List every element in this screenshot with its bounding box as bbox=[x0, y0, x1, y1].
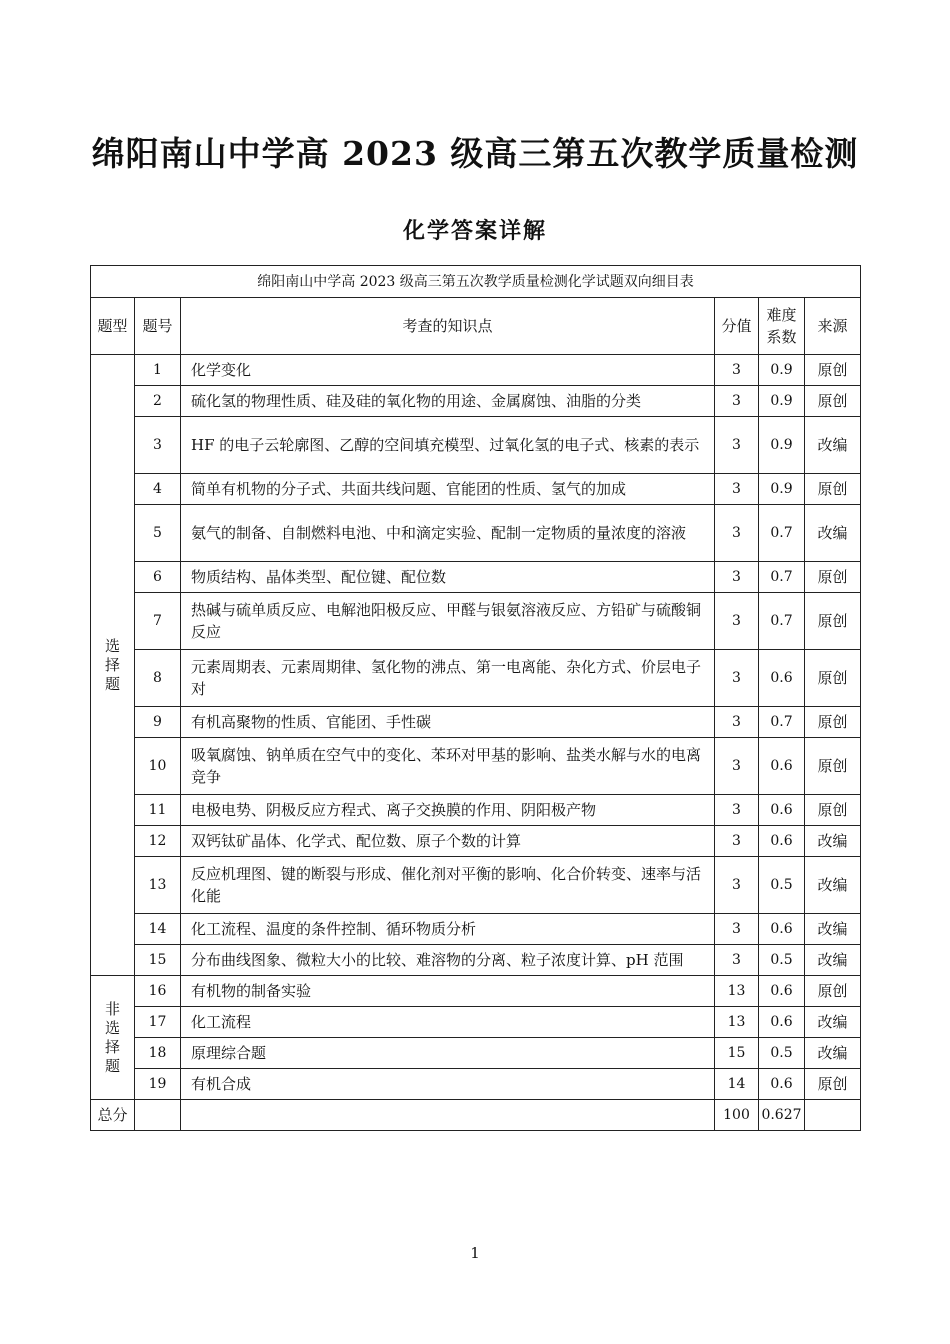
question-topic: 电极电势、阴极反应方程式、离子交换膜的作用、阴阳极产物 bbox=[181, 795, 715, 826]
question-source: 原创 bbox=[805, 562, 861, 593]
question-number: 15 bbox=[135, 945, 181, 976]
question-topic: 反应机理图、键的断裂与形成、催化剂对平衡的影响、化合价转变、速率与活化能 bbox=[181, 857, 715, 914]
question-source: 原创 bbox=[805, 976, 861, 1007]
total-empty-source bbox=[805, 1100, 861, 1131]
question-score: 3 bbox=[715, 417, 759, 474]
question-score: 3 bbox=[715, 562, 759, 593]
table-row bbox=[91, 857, 861, 914]
question-difficulty: 0.7 bbox=[759, 707, 805, 738]
question-difficulty: 0.6 bbox=[759, 976, 805, 1007]
question-score: 3 bbox=[715, 738, 759, 795]
question-source: 原创 bbox=[805, 593, 861, 650]
page-number: 1 bbox=[470, 1244, 480, 1262]
question-topic: 热碱与硫单质反应、电解池阳极反应、甲醛与银氨溶液反应、方铅矿与硫酸铜反应 bbox=[181, 593, 715, 650]
question-topic: 有机物的制备实验 bbox=[181, 976, 715, 1007]
question-difficulty: 0.6 bbox=[759, 738, 805, 795]
question-score: 3 bbox=[715, 914, 759, 945]
question-topic: 物质结构、晶体类型、配位键、配位数 bbox=[181, 562, 715, 593]
table-total-row bbox=[91, 1100, 861, 1131]
question-topic: 化学变化 bbox=[181, 355, 715, 386]
question-topic: 元素周期表、元素周期律、氢化物的沸点、第一电离能、杂化方式、价层电子对 bbox=[181, 650, 715, 707]
question-topic: 原理综合题 bbox=[181, 1038, 715, 1069]
question-number: 9 bbox=[135, 707, 181, 738]
question-number: 19 bbox=[135, 1069, 181, 1100]
question-source: 改编 bbox=[805, 417, 861, 474]
table-row bbox=[91, 355, 861, 386]
question-difficulty: 0.5 bbox=[759, 1038, 805, 1069]
header-source: 来源 bbox=[805, 298, 861, 355]
table-row bbox=[91, 945, 861, 976]
total-empty-number bbox=[135, 1100, 181, 1131]
table-row bbox=[91, 707, 861, 738]
total-difficulty: 0.627 bbox=[759, 1100, 805, 1131]
group-label-char: 题 bbox=[104, 1056, 120, 1075]
question-number: 12 bbox=[135, 826, 181, 857]
question-source: 原创 bbox=[805, 738, 861, 795]
question-source: 改编 bbox=[805, 826, 861, 857]
group-label-char: 非 bbox=[104, 999, 120, 1018]
table-row bbox=[91, 914, 861, 945]
question-number: 17 bbox=[135, 1007, 181, 1038]
group-label-char: 择 bbox=[104, 655, 120, 674]
question-topic: 双钙钛矿晶体、化学式、配位数、原子个数的计算 bbox=[181, 826, 715, 857]
question-source: 改编 bbox=[805, 505, 861, 562]
question-number: 6 bbox=[135, 562, 181, 593]
group-label-choice bbox=[91, 355, 135, 976]
question-difficulty: 0.6 bbox=[759, 826, 805, 857]
question-number: 4 bbox=[135, 474, 181, 505]
question-score: 3 bbox=[715, 355, 759, 386]
specification-table bbox=[90, 265, 861, 1131]
question-number: 2 bbox=[135, 386, 181, 417]
table-row bbox=[91, 826, 861, 857]
question-source: 原创 bbox=[805, 474, 861, 505]
question-source: 原创 bbox=[805, 795, 861, 826]
header-type: 题型 bbox=[91, 298, 135, 355]
header-difficulty-line1: 难度 bbox=[766, 306, 797, 324]
page-subtitle: 化学答案详解 bbox=[402, 219, 547, 244]
question-topic: 简单有机物的分子式、共面共线问题、官能团的性质、氢气的加成 bbox=[181, 474, 715, 505]
question-score: 15 bbox=[715, 1038, 759, 1069]
question-number: 16 bbox=[135, 976, 181, 1007]
table-row bbox=[91, 562, 861, 593]
question-number: 5 bbox=[135, 505, 181, 562]
header-number: 题号 bbox=[135, 298, 181, 355]
question-number: 7 bbox=[135, 593, 181, 650]
question-source: 改编 bbox=[805, 857, 861, 914]
total-label: 总分 bbox=[91, 1100, 135, 1131]
group-label-non-choice bbox=[91, 976, 135, 1100]
header-difficulty bbox=[759, 298, 805, 355]
group-label-char: 题 bbox=[104, 674, 120, 693]
total-empty-topic bbox=[181, 1100, 715, 1131]
table-row bbox=[91, 650, 861, 707]
group-label-char: 择 bbox=[104, 1037, 120, 1056]
question-difficulty: 0.6 bbox=[759, 914, 805, 945]
question-difficulty: 0.6 bbox=[759, 650, 805, 707]
question-source: 原创 bbox=[805, 355, 861, 386]
table-row bbox=[91, 593, 861, 650]
question-difficulty: 0.5 bbox=[759, 857, 805, 914]
question-number: 18 bbox=[135, 1038, 181, 1069]
group-label-char: 选 bbox=[104, 636, 120, 655]
question-source: 改编 bbox=[805, 1038, 861, 1069]
question-source: 原创 bbox=[805, 707, 861, 738]
question-number: 8 bbox=[135, 650, 181, 707]
question-difficulty: 0.9 bbox=[759, 355, 805, 386]
question-score: 3 bbox=[715, 857, 759, 914]
question-difficulty: 0.9 bbox=[759, 417, 805, 474]
question-score: 3 bbox=[715, 386, 759, 417]
table-row bbox=[91, 1038, 861, 1069]
question-topic: 有机高聚物的性质、官能团、手性碳 bbox=[181, 707, 715, 738]
question-source: 改编 bbox=[805, 914, 861, 945]
total-score: 100 bbox=[715, 1100, 759, 1131]
question-source: 改编 bbox=[805, 1007, 861, 1038]
table-row bbox=[91, 474, 861, 505]
question-topic: HF 的电子云轮廓图、乙醇的空间填充模型、过氧化氢的电子式、核素的表示 bbox=[181, 417, 715, 474]
question-difficulty: 0.9 bbox=[759, 474, 805, 505]
question-difficulty: 0.6 bbox=[759, 795, 805, 826]
question-score: 3 bbox=[715, 945, 759, 976]
question-topic: 硫化氢的物理性质、硅及硅的氧化物的用途、金属腐蚀、油脂的分类 bbox=[181, 386, 715, 417]
table-row bbox=[91, 1069, 861, 1100]
question-difficulty: 0.5 bbox=[759, 945, 805, 976]
table-row bbox=[91, 795, 861, 826]
question-difficulty: 0.7 bbox=[759, 505, 805, 562]
question-difficulty: 0.7 bbox=[759, 593, 805, 650]
question-score: 3 bbox=[715, 650, 759, 707]
question-number: 10 bbox=[135, 738, 181, 795]
table-row bbox=[91, 417, 861, 474]
page-title: 绵阳南山中学高 2023 级高三第五次教学质量检测 bbox=[91, 134, 859, 173]
question-number: 14 bbox=[135, 914, 181, 945]
question-difficulty: 0.7 bbox=[759, 562, 805, 593]
question-score: 3 bbox=[715, 474, 759, 505]
question-score: 3 bbox=[715, 707, 759, 738]
question-number: 3 bbox=[135, 417, 181, 474]
table-caption-row bbox=[91, 266, 861, 298]
question-score: 13 bbox=[715, 1007, 759, 1038]
question-source: 原创 bbox=[805, 650, 861, 707]
question-source: 原创 bbox=[805, 386, 861, 417]
question-topic: 有机合成 bbox=[181, 1069, 715, 1100]
question-score: 14 bbox=[715, 1069, 759, 1100]
table-row bbox=[91, 505, 861, 562]
header-topic: 考查的知识点 bbox=[181, 298, 715, 355]
question-number: 13 bbox=[135, 857, 181, 914]
question-topic: 分布曲线图象、微粒大小的比较、难溶物的分离、粒子浓度计算、pH 范围 bbox=[181, 945, 715, 976]
question-difficulty: 0.6 bbox=[759, 1069, 805, 1100]
question-score: 3 bbox=[715, 795, 759, 826]
table-row bbox=[91, 738, 861, 795]
table-header-row bbox=[91, 298, 861, 355]
question-topic: 化工流程、温度的条件控制、循环物质分析 bbox=[181, 914, 715, 945]
question-score: 3 bbox=[715, 593, 759, 650]
table-row bbox=[91, 976, 861, 1007]
question-score: 3 bbox=[715, 505, 759, 562]
question-number: 1 bbox=[135, 355, 181, 386]
question-source: 改编 bbox=[805, 945, 861, 976]
question-difficulty: 0.6 bbox=[759, 1007, 805, 1038]
question-topic: 氨气的制备、自制燃料电池、中和滴定实验、配制一定物质的量浓度的溶液 bbox=[181, 505, 715, 562]
group-label-char: 选 bbox=[104, 1018, 120, 1037]
table-row bbox=[91, 386, 861, 417]
header-difficulty-line2: 系数 bbox=[766, 328, 797, 346]
question-topic: 化工流程 bbox=[181, 1007, 715, 1038]
question-number: 11 bbox=[135, 795, 181, 826]
header-score: 分值 bbox=[715, 298, 759, 355]
question-score: 3 bbox=[715, 826, 759, 857]
question-source: 原创 bbox=[805, 1069, 861, 1100]
table-caption: 绵阳南山中学高 2023 级高三第五次教学质量检测化学试题双向细目表 bbox=[91, 266, 861, 298]
question-difficulty: 0.9 bbox=[759, 386, 805, 417]
question-topic: 吸氧腐蚀、钠单质在空气中的变化、苯环对甲基的影响、盐类水解与水的电离竞争 bbox=[181, 738, 715, 795]
question-score: 13 bbox=[715, 976, 759, 1007]
table-row bbox=[91, 1007, 861, 1038]
